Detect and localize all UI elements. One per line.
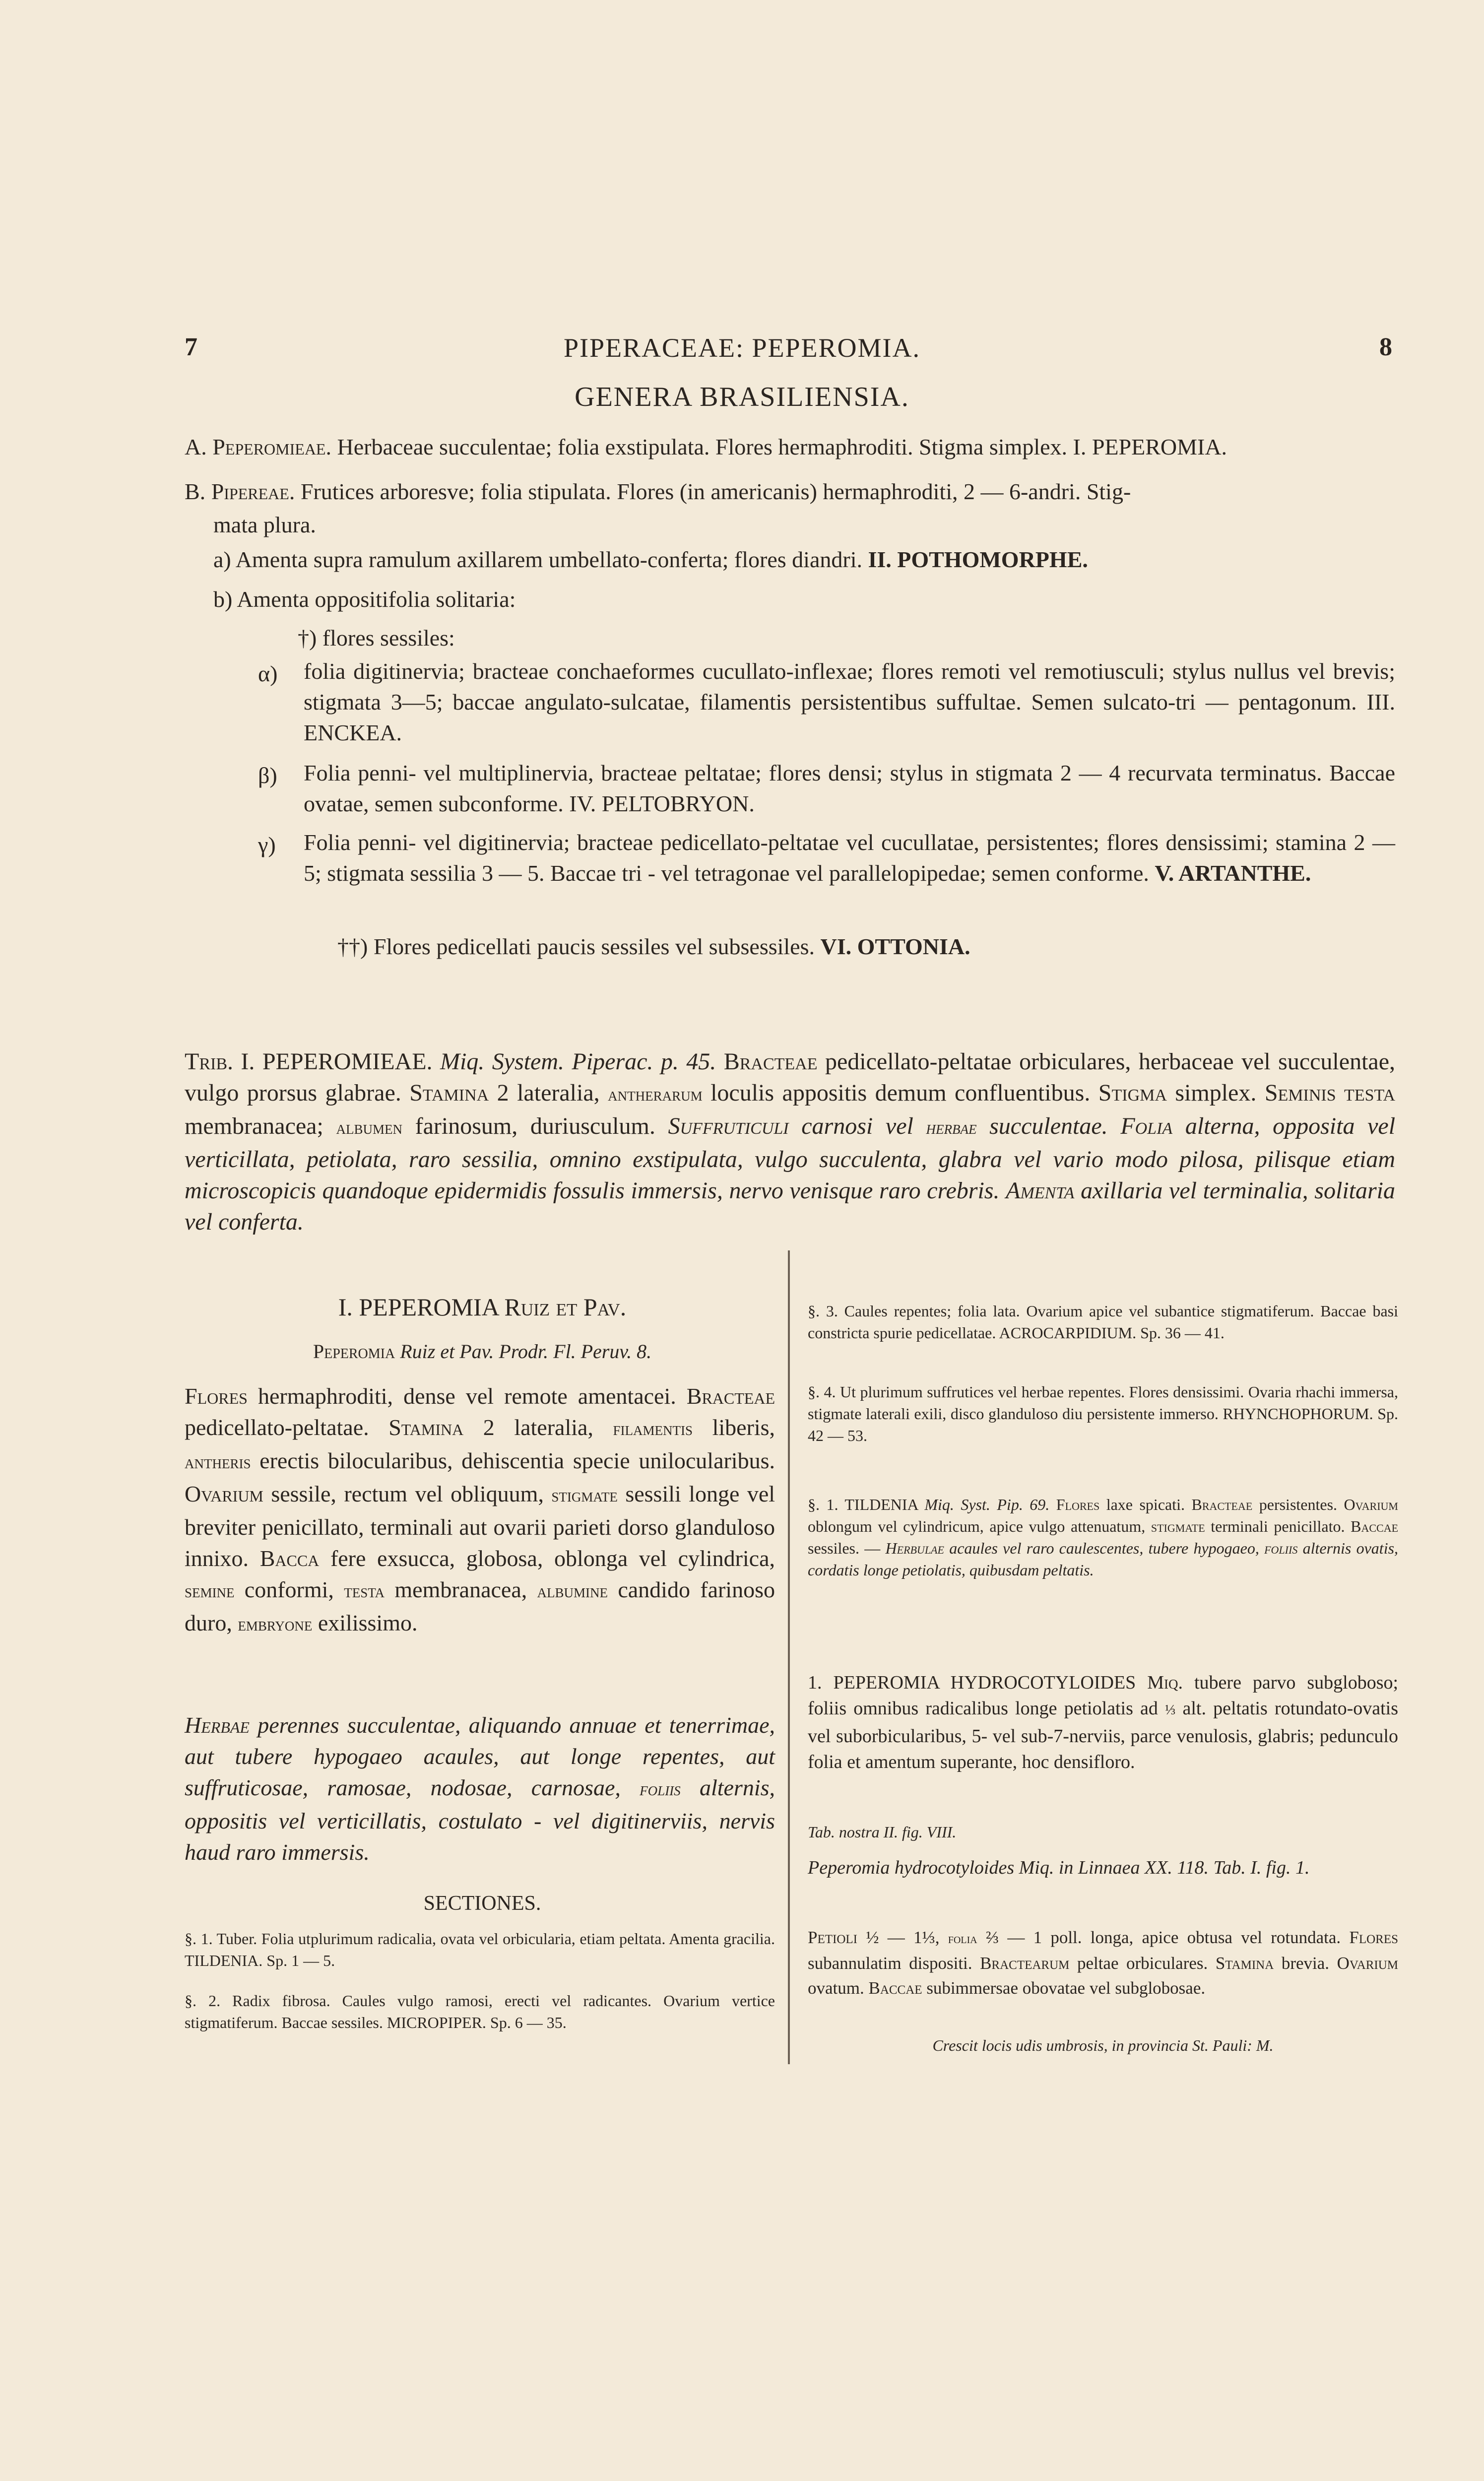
key-beta: Folia penni- vel multiplinervia, bracteae peltatae; flores densi; stylus in stigmata 2 — 4 recurvata terminatus. Baccae ovatae, semen subconforme. IV. PELTOBRYON. — [304, 760, 1395, 816]
genus-heading: I. PEPEROMIA Ruiz et Pav. — [338, 1293, 627, 1321]
key-alpha-label: α) — [258, 661, 278, 686]
sections-heading: SECTIONES. — [423, 1892, 541, 1915]
section-1: §. 1. Tuber. Folia utplurimum radicalia, ovata vel orbicularia, etiam peltata. Amenta gracilia. TILDENIA. Sp. 1 — 5. — [185, 1930, 775, 1969]
species-description: 1. PEPEROMIA HYDROCOTYLOIDES Miq. tubere parvo subgloboso; foliis omnibus radicalibus longe petiolatis ad ⅓ alt. peltatis rotundato-ovatis vel suborbicularibus, 5- vel sub-7-nerviis, parce venulosis, glabris; pedunculo folia et amentum superante, hoc densifloro. — [808, 1672, 1399, 1772]
key-alpha: folia digitinervia; bracteae conchaeformes cucullato-inflexae; flores remoti vel remotiusculi; stylus nullus vel brevis; stigmata 3—5; baccae angulato-sulcatae, filamentis persistentibus suffultae. Semen sulcato-tri — pentagonum. III. ENCKEA. — [304, 658, 1396, 745]
genus-habit: Herbae perennes succulentae, aliquando annuae et tenerrimae, aut tubere hypogaeo acaules, aut longe repentes, aut suffruticosae, ramosae, nodosae, carnosae, foliis alternis, oppositis vel verticillatis, costulato - vel digitinerviis, nervis haud raro immersis. — [185, 1712, 775, 1865]
key-dagger-2: ††) Flores pedicellati paucis sessiles vel subsessiles. VI. OTTONIA. — [337, 934, 970, 959]
key-dagger-1: †) flores sessiles: — [298, 625, 455, 651]
key-b-cont: mata plura. — [213, 512, 316, 537]
tribe-description: Trib. I. PEPEROMIEAE. Miq. System. Piperac. p. 45. Bracteae pedicellato-peltatae orbiculares, herbaceae vel succulentae, vulgo prorsus glabrae. Stamina 2 lateralia, antherarum loculis appositis demum confluentibus. Stigma simplex. Seminis testa membranacea; albumen farinosum, duriusculum. Suffruticuli carnosi vel herbae succulentae. Folia alterna, opposita vel verticillata, petiolata, raro sessilia, omnino exstipulata, vulgo succulenta, glabra vel vario modo pilosa, pilisque etiam microscopicis quandoque epidermidis fossulis immersis, nervo venisque raro crebris. Amenta axillaria vel terminalia, solitaria vel conferta. — [185, 1048, 1396, 1235]
species-details: Petioli ½ — 1⅓, folia ⅔ — 1 poll. longa, apice obtusa vel rotundata. Flores subannulatim dispositi. Bractearum peltae orbiculares. Stamina brevia. Ovarium ovatum. Baccae subimmersae obovatae vel subglobosae. — [808, 1928, 1399, 1998]
key-gamma-label: γ) — [258, 832, 276, 857]
genus-description: Flores hermaphroditi, dense vel remote amentacei. Bracteae pedicellato-peltatae. Stamina 2 lateralia, filamentis liberis, antheris erectis bilocularibus, dehiscentia specie unilocularibus. Ovarium sessile, rectum vel obliquum, stigmate sessili longe vel breviter penicillato, terminali aut ovarii parieti dorso glanduloso innixo. Bacca fere exsucca, globosa, oblonga vel cylindrica, semine conformi, testa membranacea, albumine candido farinoso duro, embryone exilissimo. — [185, 1383, 775, 1635]
key-b: B. Pipereae. Frutices arboresve; folia stipulata. Flores (in americanis) hermaphroditi, 2 — 6-andri. Stig- — [185, 479, 1131, 504]
genera-title: GENERA BRASILIENSIA. — [575, 382, 909, 412]
species-habitat: Crescit locis udis umbrosis, in provincia St. Pauli: M. — [932, 2036, 1274, 2054]
key-bb: b) Amenta oppositifolia solitaria: — [213, 587, 516, 612]
page-number-left: 7 — [185, 333, 197, 361]
species-synonymy: Peperomia hydrocotyloides Miq. in Linnaea XX. 118. Tab. I. fig. 1. — [808, 1857, 1310, 1878]
genus-reference: Peperomia Ruiz et Pav. Prodr. Fl. Peruv. 8. — [313, 1340, 652, 1363]
section-4: §. 4. Ut plurimum suffrutices vel herbae repentes. Flores densissimi. Ovaria rhachi immersa, stigmate laterali exili, disco glanduloso diu persistente immerso. RHYNCHOPHORUM. Sp. 42 — 53. — [808, 1383, 1398, 1444]
page-number-right: 8 — [1379, 333, 1392, 361]
section-2: §. 2. Radix fibrosa. Caules vulgo ramosi, erecti vel radicantes. Ovarium vertice stigmatiferum. Baccae sessiles. MICROPIPER. Sp. 6 — 35. — [185, 1992, 775, 2031]
key-ba: a) Amenta supra ramulum axillarem umbellato-conferta; flores diandri. II. POTHOMORPHE. — [213, 547, 1088, 572]
key-beta-label: β) — [258, 763, 277, 788]
tildenia-description: §. 1. TILDENIA Miq. Syst. Pip. 69. Flores laxe spicati. Bracteae persistentes. Ovarium oblongum vel cylindricum, apice vulgo attenuatum, stigmate terminali penicillato. Baccae sessiles. — Herbulae acaules vel raro caulescentes, tubere hypogaeo, foliis alternis ovatis, cordatis longe petiolatis, quibusdam peltatis. — [808, 1496, 1399, 1579]
running-title: PIPERACEAE: PEPEROMIA. — [563, 333, 921, 363]
key-gamma: Folia penni- vel digitinervia; bracteae pedicellato-peltatae vel cucullatae, persistentes; flores densissimi; stamina 2 — 5; stigmata sessilia 3 — 5. Baccae tri - vel tetragonae vel parallelopipedae; semen conforme. V. ARTANTHE. — [304, 830, 1395, 886]
section-3: §. 3. Caules repentes; folia lata. Ovarium apice vel subantice stigmatiferum. Baccae basi constricta spurie pedicellatae. ACROCARPIDIUM. Sp. 36 — 41. — [808, 1302, 1398, 1342]
key-a: A. Peperomieae. Herbaceae succulentae; folia exstipulata. Flores hermaphroditi. Stigma simplex. I. PEPEROMIA. — [185, 434, 1227, 459]
species-plate: Tab. nostra II. fig. VIII. — [808, 1823, 957, 1841]
column-separator — [788, 1250, 790, 2064]
